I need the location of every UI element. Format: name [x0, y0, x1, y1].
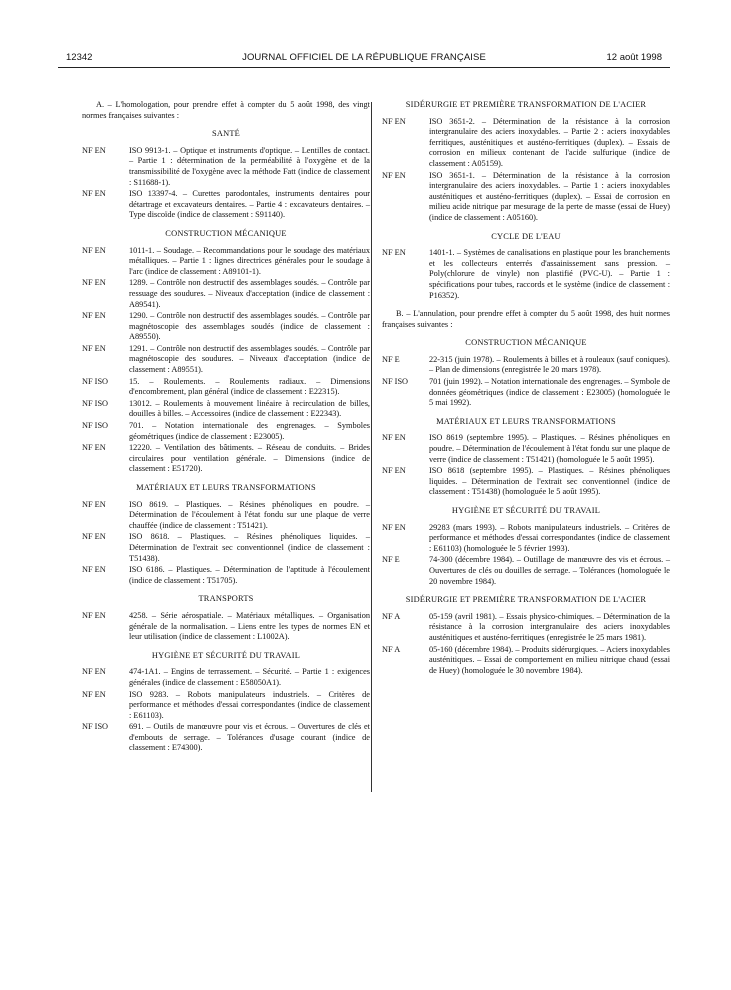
standard-description: 05-159 (avril 1981). – Essais physico-chimiques. – Détermination de la résistance à la corrosion intergranulaire des aciers inoxydables austénitiques et austéno-ferritiques (enregistrée le 25 mars 1981). [429, 611, 670, 642]
standard-entry [82, 611, 370, 643]
intro-a: A. – L'homologation, pour prendre effet à compter du 5 août 1998, des vingt normes françaises suivantes : [82, 100, 370, 120]
standard-entry [382, 171, 670, 224]
journal-title: JOURNAL OFFICIEL DE LA RÉPUBLIQUE FRANÇAISE [242, 52, 486, 63]
header-rule [58, 67, 670, 68]
standard-description: 701. – Notation internationale des engrenages. – Symboles géométriques (indice de classement : E23005). [129, 421, 370, 441]
section-heading: CONSTRUCTION MÉCANIQUE [465, 338, 587, 348]
standard-prefix: NF EN [382, 433, 406, 443]
standard-prefix: NF EN [382, 248, 406, 258]
standard-entry [82, 667, 370, 688]
standard-entry [82, 311, 370, 343]
standard-description: 74-300 (décembre 1984). – Outillage de manœuvre des vis et écrous. – Ouvertures de clés ou douilles de serrage. – Tolérances (homologuée le 20 novembre 1984). [429, 555, 670, 586]
standard-entry [382, 433, 670, 465]
standard-prefix: NF E [382, 354, 400, 364]
standard-prefix: NF ISO [82, 398, 109, 408]
standard-description: 474-1A1. – Engins de terrassement. – Sécurité. – Partie 1 : exigences générales (indice de classement : E58050A1). [129, 667, 370, 687]
standard-prefix: NF EN [382, 116, 406, 126]
standard-prefix: NF EN [82, 278, 106, 288]
standard-prefix: NF EN [82, 189, 106, 199]
standard-description: ISO 8618 (septembre 1995). – Plastiques. – Résines phénoliques liquides. – Détermination de l'extrait sec conventionnel (indice de classement : T51438) (homologuée le 5 août 1995). [429, 466, 670, 497]
standard-entry [82, 421, 370, 442]
page-number: 12342 [66, 52, 93, 63]
section-heading: MATÉRIAUX ET LEURS TRANSFORMATIONS [136, 483, 316, 492]
standard-prefix: NF EN [82, 532, 106, 542]
standard-description: ISO 8619. – Plastiques. – Résines phénoliques en poudre. – Détermination de l'écoulement à l'état fondu sur une plaque de verre chauffée (indice de classement : T51421). [129, 499, 370, 530]
standard-description: ISO 9283. – Robots manipulateurs industriels. – Critères de performance et méthodes d'essai correspondantes (indice de classement : E61103). [129, 689, 370, 720]
standard-entry [82, 246, 370, 278]
standard-description: 15. – Roulements. – Roulements radiaux. – Dimensions d'encombrement, plan général (indice de classement : E22315). [129, 376, 370, 397]
section-heading: CONSTRUCTION MÉCANIQUE [165, 228, 287, 238]
standard-entry [382, 355, 670, 376]
standard-entry [82, 377, 370, 398]
standard-prefix: NF EN [82, 311, 106, 321]
section-heading: SANTÉ [212, 129, 240, 139]
standard-prefix: NF EN [82, 245, 106, 255]
standard-description: ISO 13397-4. – Curettes parodontales, instruments dentaires pour détartrage et excavateurs dentaires. – Partie 4 : excavateurs dentaires. – Type discoïde (indice de classement : S91140). [129, 189, 370, 220]
standard-description: 1291. – Contrôle non destructif des assemblages soudés. – Contrôle par magnétoscopie des soudures. – Niveaux d'acceptation (indice de classement : A89551). [129, 343, 370, 375]
standard-prefix: NF ISO [82, 722, 109, 732]
standard-prefix: NF EN [82, 667, 106, 677]
standard-prefix: NF A [382, 611, 401, 621]
left-column [82, 100, 370, 755]
section-heading: MATÉRIAUX ET LEURS TRANSFORMATIONS [436, 416, 616, 426]
section-heading: CYCLE DE L'EAU [491, 231, 561, 241]
standard-description: ISO 8619 (septembre 1995). – Plastiques. – Résines phénoliques en poudre. – Détermination de l'écoulement à l'état fondu sur une plaque de verre (indice de classement : T51421) (homologuée le 5 août 1995). [429, 433, 670, 464]
section-heading: SIDÉRURGIE ET PREMIÈRE TRANSFORMATION DE L'ACIER [405, 595, 647, 605]
standard-description: 1289. – Contrôle non destructif des assemblages soudés. – Contrôle par ressuage des soudures. – Niveaux d'acceptation (indice de classement : A89541). [129, 278, 370, 309]
standard-prefix: NF ISO [82, 421, 109, 431]
standard-prefix: NF EN [82, 499, 106, 509]
standard-prefix: NF EN [82, 610, 106, 620]
standard-entry [82, 189, 370, 221]
standard-entry [82, 443, 370, 475]
standard-description: 29283 (mars 1993). – Robots manipulateurs industriels. – Critères de performance et méthodes d'essai correspondantes (indice de classement : E61103) (homologuée le 5 février 1993). [429, 522, 670, 553]
right-column [382, 100, 670, 677]
section-heading: TRANSPORTS [198, 594, 254, 604]
standard-prefix: NF EN [82, 689, 106, 699]
standard-entry [82, 278, 370, 310]
intro-b: B. – L'annulation, pour prendre effet à compter du 5 août 1998, des huit normes françaises suivantes : [382, 309, 670, 329]
standard-description: 701 (juin 1992). – Notation internationale des engrenages. – Symbole de données géométriques (indice de classement : E23005) (homologuée le 5 mai 1992). [429, 377, 671, 408]
right-sections-a [382, 100, 670, 301]
standard-description: 1290. – Contrôle non destructif des assemblages soudés. – Contrôle par magnétoscopie des assemblages soudés (indice de classement : A89550). [129, 311, 370, 342]
standard-prefix: NF EN [382, 170, 406, 180]
standard-prefix: NF EN [382, 466, 406, 476]
standard-entry [82, 344, 370, 376]
standard-entry [382, 377, 670, 409]
standard-entry [82, 690, 370, 722]
standard-prefix: NF EN [82, 343, 106, 353]
standard-entry [382, 645, 670, 677]
standard-prefix: NF EN [82, 565, 106, 575]
standard-entry [382, 523, 670, 555]
standard-entry [82, 500, 370, 532]
section-heading: SIDÉRURGIE ET PREMIÈRE TRANSFORMATION DE L'ACIER [405, 100, 647, 109]
standard-description: ISO 9913-1. – Optique et instruments d'optique. – Lentilles de contact. – Partie 1 : détermination de la perméabilité à l'oxygène et de la transmissibilité de l'oxygène avec la méthode Fatt (indice de classement : S11688-1). [129, 145, 370, 187]
standard-description: 4258. – Série aérospatiale. – Matériaux métalliques. – Organisation générale de la normalisation. – Liens entre les types de normes EN et leur utilisation (indice de classement : L1002A). [129, 610, 370, 642]
standard-prefix: NF ISO [82, 376, 109, 386]
standard-description: ISO 3651-1. – Détermination de la résistance à la corrosion intergranulaire des aciers inoxydables. – Partie 1 : aciers inoxydables austénitiques et austéno-ferritiques (duplex). – Essai de corrosion en milieu acide nitrique par mesurage de la perte de masse (essai de Huey) (indice de classement : A05160). [429, 170, 670, 222]
standard-entry [82, 532, 370, 564]
standard-description: 13012. – Roulements à mouvement linéaire à recirculation de billes, douilles à billes. – Accessoires (indice de classement : E22343). [129, 398, 370, 419]
standard-entry [82, 146, 370, 188]
standard-description: 1401-1. – Systèmes de canalisations en plastique pour les branchements et les collecteurs enterrés d'assainissement sans pression. – Poly(chlorure de vinyle) non plastifié (PVC-U). – Partie 1 : spécifications pour tubes, raccords et le système (indice de classement : P16352). [429, 248, 670, 300]
section-heading: HYGIÈNE ET SÉCURITÉ DU TRAVAIL [151, 650, 301, 660]
standard-entry [82, 565, 370, 586]
section-heading: HYGIÈNE ET SÉCURITÉ DU TRAVAIL [451, 506, 601, 515]
standard-description: 05-160 (décembre 1984). – Produits sidérurgiques. – Aciers inoxydables austénitiques. – Essai de comportement en milieu nitrique chaud (essai de Huey) (homologuée le 30 novembre 1984). [429, 644, 670, 675]
standard-description: 691. – Outils de manœuvre pour vis et écrous. – Ouvertures de clés et d'embouts de serrage. – Tolérances d'usage courant (indice de classement : E74300). [129, 722, 370, 753]
standard-entry [382, 117, 670, 170]
standard-description: 22-315 (juin 1978). – Roulements à billes et à rouleaux (sauf coniques). – Plan de dimensions (enregistrée le 20 mars 1978). [429, 354, 670, 375]
standard-prefix: NF A [382, 644, 401, 654]
standard-description: ISO 6186. – Plastiques. – Détermination de l'aptitude à l'écoulement (indice de classement : T51705). [129, 565, 370, 585]
standard-entry [382, 466, 670, 498]
standard-entry [382, 248, 670, 301]
standard-prefix: NF E [382, 555, 400, 565]
standard-prefix: NF ISO [382, 377, 409, 387]
standard-entry [382, 612, 670, 644]
standard-prefix: NF EN [382, 522, 406, 532]
standard-entry [82, 722, 370, 754]
standard-prefix: NF EN [82, 443, 106, 453]
column-divider [371, 102, 372, 792]
standard-description: 1011-1. – Soudage. – Recommandations pour le soudage des matériaux métalliques. – Partie 1 : lignes directrices générales pour le soudage à l'arc (indice de classement : A89101-1). [129, 245, 370, 276]
issue-date: 12 août 1998 [606, 52, 662, 63]
standard-prefix: NF EN [82, 145, 106, 155]
standard-description: 12220. – Ventilation des bâtiments. – Réseau de conduits. – Brides circulaires pour ventilation générale. – Dimensions (indice de classement : E51720). [129, 443, 370, 474]
left-sections [82, 129, 370, 754]
standard-description: ISO 8618. – Plastiques. – Résines phénoliques liquides. – Détermination de l'extrait sec conventionnel (indice de classement : T51438). [129, 532, 370, 563]
standard-entry [82, 399, 370, 420]
standard-description: ISO 3651-2. – Détermination de la résistance à la corrosion intergranulaire des aciers inoxydables. – Partie 2 : aciers inoxydables ferritiques, austénitiques et austéno-ferritiques (duplex). – Essais de corrosion en milieux contenant de l'acide sulfurique (indice de classement : A05159). [429, 116, 670, 168]
right-sections-b [382, 338, 670, 676]
standard-entry [382, 555, 670, 587]
